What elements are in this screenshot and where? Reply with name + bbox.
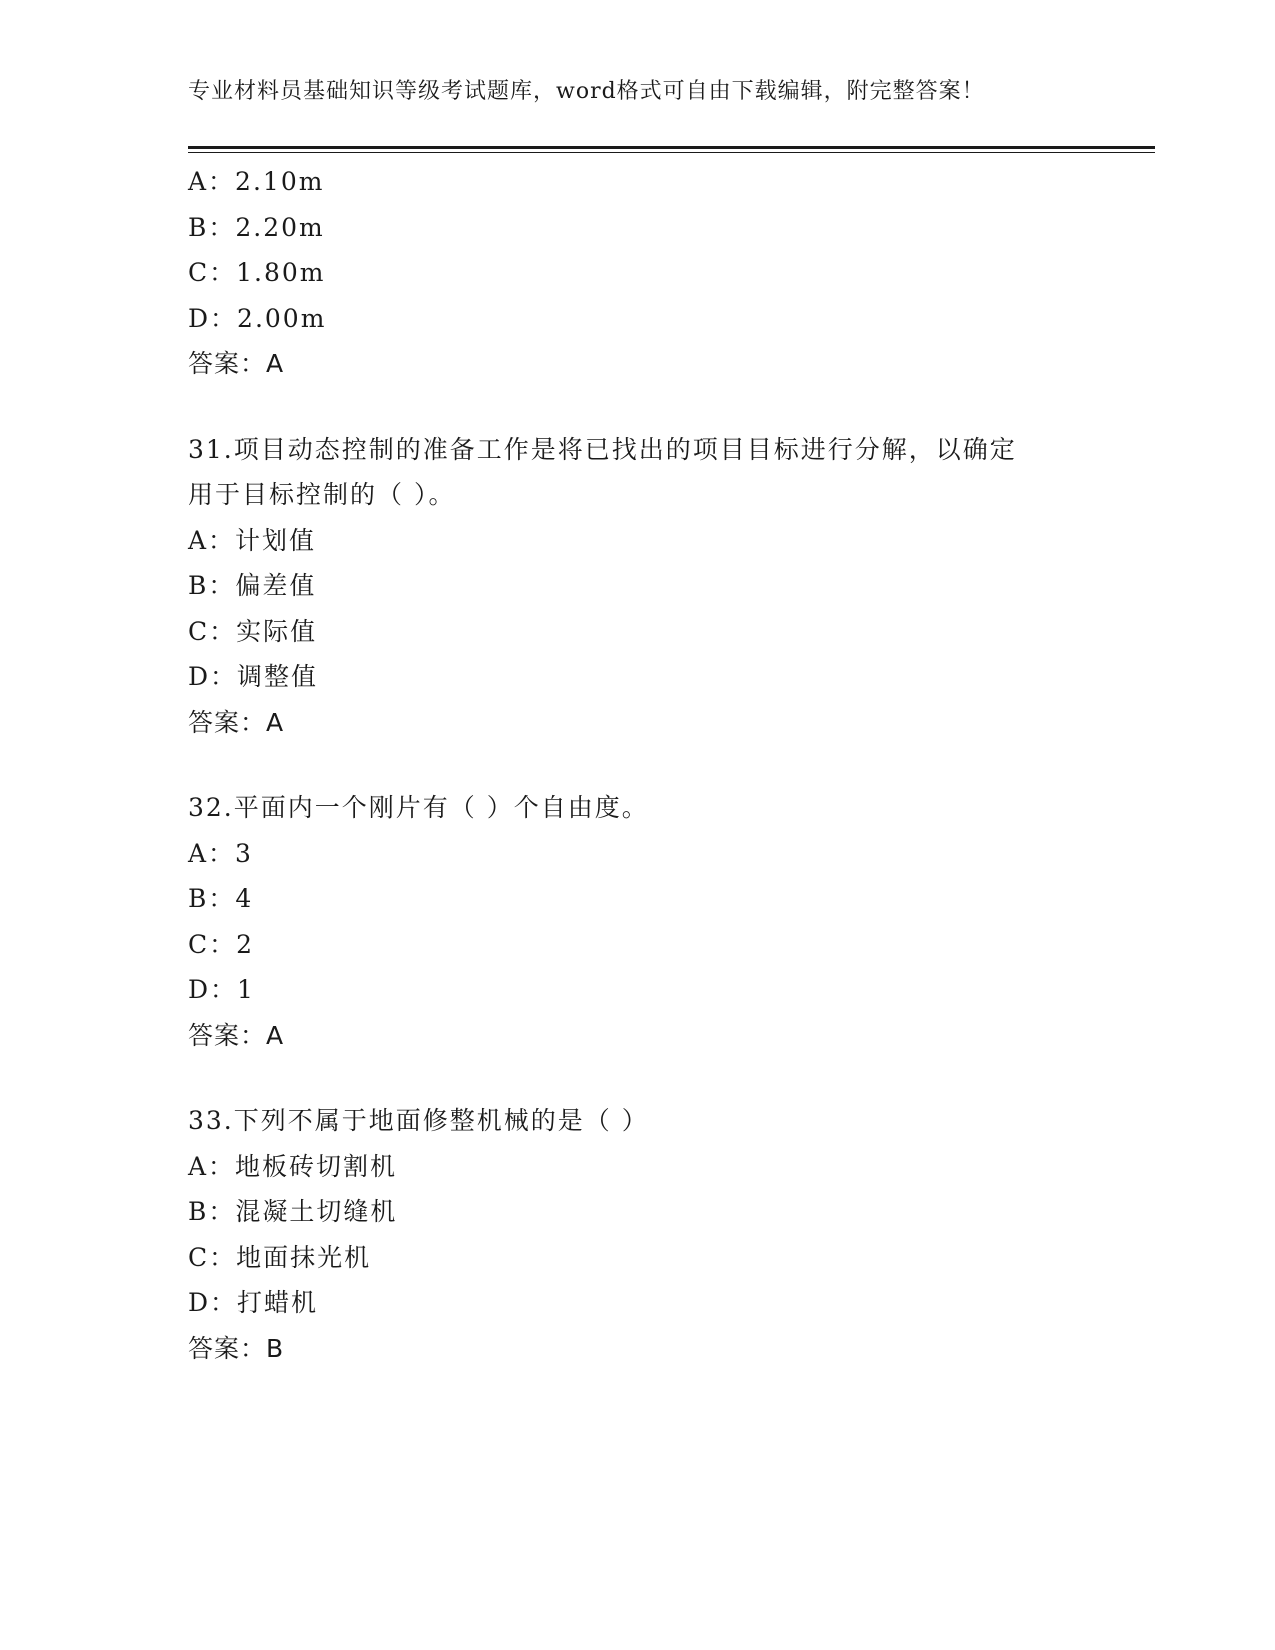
option-b: B：混凝土切缝机 [188,1197,398,1226]
option-d: D：调整值 [188,662,319,691]
option-b: B：偏差值 [188,571,317,600]
option-d: D：1 [188,975,255,1004]
option-d: D：打蜡机 [188,1288,319,1317]
page-header: 专业材料员基础知识等级考试题库，word格式可自由下载编辑，附完整答案！ [188,79,985,104]
answer: 答案：A [188,707,285,737]
header-rule-thick [188,146,1155,149]
option-c: C：1.80m [188,258,326,287]
question-stem: 31.项目动态控制的准备工作是将已找出的项目目标进行分解，以确定 [188,434,1017,464]
option-c: C：2 [188,929,255,959]
option-b: B：4 [188,884,254,913]
header-rule-thin [188,152,1155,153]
option-c: C：实际值 [188,616,318,646]
option-a: A：地板砖切割机 [188,1151,398,1181]
question-stem: 32.平面内一个刚片有（ ）个自由度。 [188,793,649,822]
answer: 答案：B [188,1333,285,1363]
question-stem-continued: 用于目标控制的（ ）。 [188,480,456,509]
option-b: B：2.20m [188,212,325,242]
question-stem: 33.下列不属于地面修整机械的是（ ） [188,1106,649,1135]
question-content [188,159,1088,1371]
answer: 答案：A [188,349,285,378]
option-a: A：3 [188,838,253,868]
option-d: D：2.00m [188,303,327,333]
option-a: A：2.10m [188,167,325,196]
answer: 答案：A [188,1020,285,1050]
option-c: C：地面抹光机 [188,1242,372,1272]
option-a: A：计划值 [188,525,317,555]
